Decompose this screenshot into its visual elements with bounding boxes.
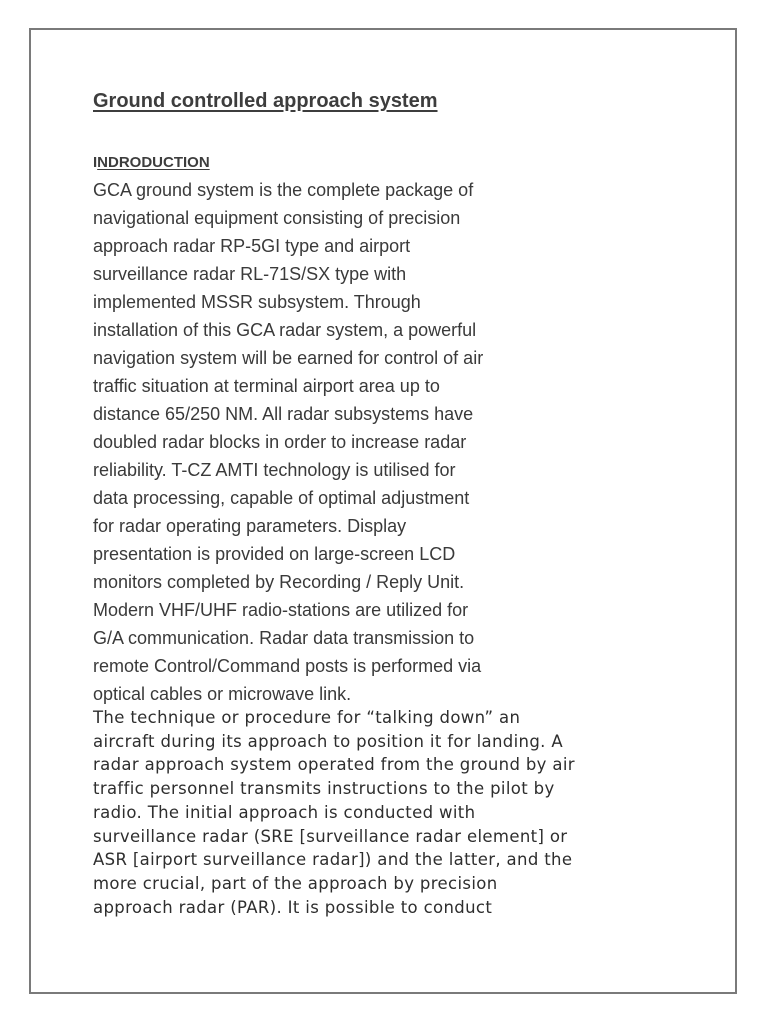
intro-text-line: traffic situation at terminal airport area up to: [93, 376, 440, 396]
definition-text-line: traffic personnel transmits instructions to the pilot by: [93, 779, 555, 799]
section-heading-introduction: [93, 154, 210, 171]
intro-text-line: for radar operating parameters. Display: [93, 516, 407, 536]
definition-text-line: surveillance radar (SRE [surveillance radar element] or: [93, 826, 568, 846]
intro-text-line: GCA ground system is the complete package of: [93, 180, 474, 200]
definition-text-line: The technique or procedure for “talking down” an: [93, 708, 521, 727]
definition-text-line: radar approach system operated from the ground by air: [93, 755, 575, 775]
intro-text-line: implemented MSSR subsystem. Through: [93, 292, 421, 312]
definition-text-line: more crucial, part of the approach by precision: [93, 873, 498, 893]
definition-text-line: aircraft during its approach to position it for landing. A: [93, 731, 564, 751]
intro-text-line: approach radar RP-5GI type and airport: [93, 236, 411, 256]
intro-text-line: reliability. T-CZ AMTI technology is utilised for: [93, 460, 456, 480]
definition-text-line: ASR [airport surveillance radar]) and the latter, and the: [93, 850, 573, 870]
intro-text-line: Modern VHF/UHF radio-stations are utilized for: [93, 600, 469, 620]
intro-text-line: remote Control/Command posts is performed via: [93, 656, 482, 676]
intro-text-line: surveillance radar RL-71S/SX type with: [93, 264, 407, 284]
intro-text-line: monitors completed by Recording / Reply Unit.: [93, 572, 465, 592]
intro-text-line: doubled radar blocks in order to increase radar: [93, 432, 467, 452]
intro-text-line: navigational equipment consisting of precision: [93, 208, 461, 228]
section-heading-initial: I: [93, 154, 98, 171]
intro-text-line: G/A communication. Radar data transmission to: [93, 628, 475, 648]
intro-text-line: data processing, capable of optimal adjustment: [93, 488, 470, 508]
intro-text-line: distance 65/250 NM. All radar subsystems have: [93, 404, 474, 424]
intro-text-line: presentation is provided on large-screen LCD: [93, 544, 456, 564]
intro-text-line: installation of this GCA radar system, a powerful: [93, 320, 477, 340]
intro-text-line: navigation system will be earned for control of air: [93, 348, 484, 368]
definition-text-line: approach radar (PAR). It is possible to conduct: [93, 897, 493, 917]
intro-text-line: optical cables or microwave link.: [93, 684, 352, 704]
section-heading-rest: NDRODUCTION: [97, 154, 210, 171]
introduction-paragraph: [93, 176, 483, 708]
definition-text-line: radio. The initial approach is conducted with: [93, 802, 476, 822]
document-title: Ground controlled approach system: [93, 90, 438, 112]
definition-paragraph: [93, 706, 575, 919]
